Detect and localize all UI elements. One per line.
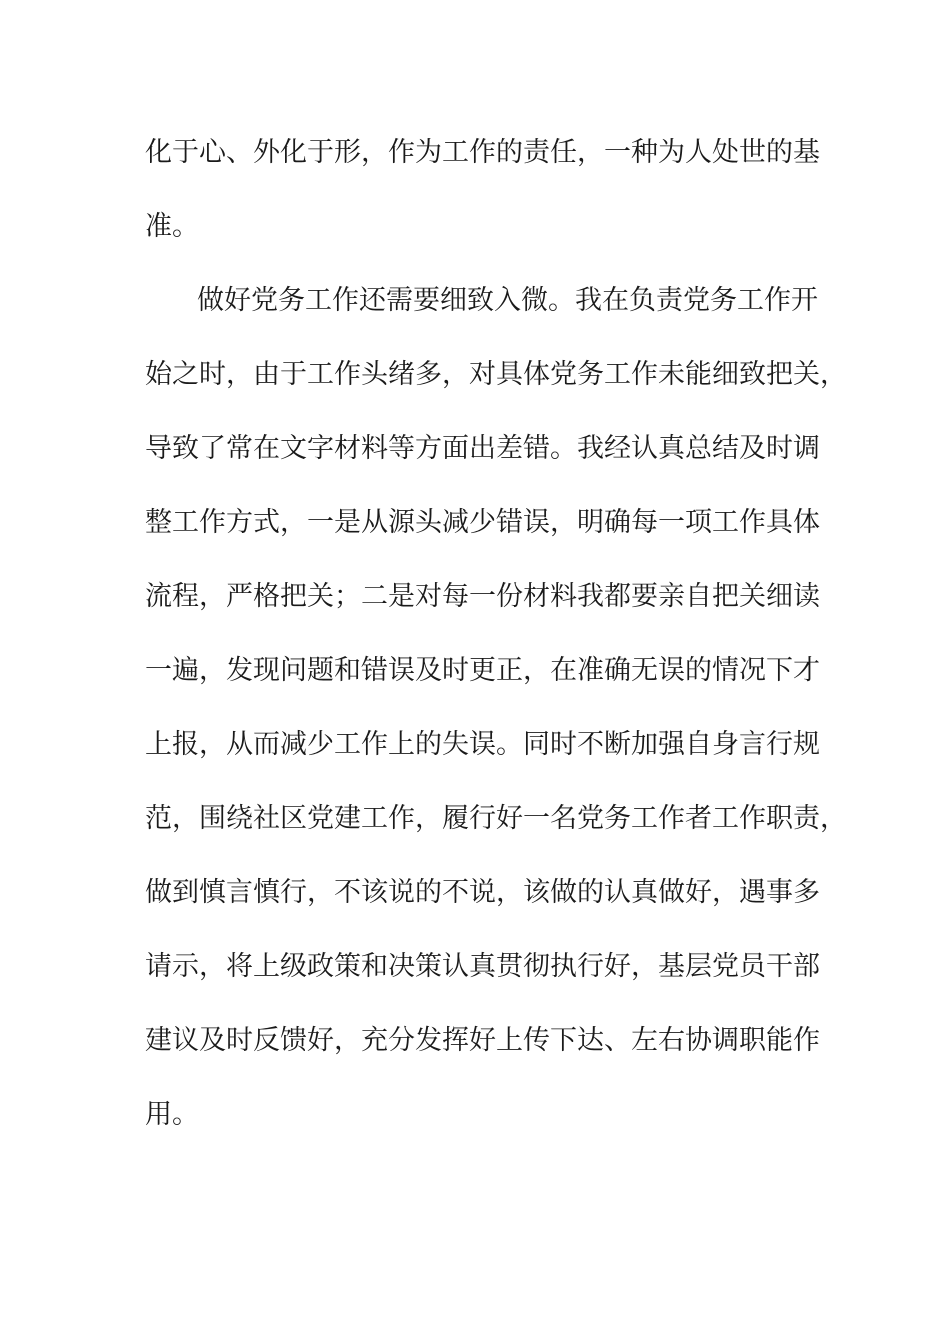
- text-line: 流程，严格把关；二是对每一份材料我都要亲自把关细读: [145, 581, 820, 612]
- document-body: [145, 116, 847, 1152]
- text-line: 请示，将上级政策和决策认真贯彻执行好，基层党员干部: [145, 951, 820, 982]
- text-line: 整工作方式，一是从源头减少错误，明确每一项工作具体: [145, 507, 820, 538]
- text-line: 建议及时反馈好，充分发挥好上传下达、左右协调职能作: [145, 1025, 820, 1056]
- text-line: 导致了常在文字材料等方面出差错。我经认真总结及时调: [145, 433, 820, 464]
- paragraph-continuation: [145, 116, 820, 264]
- text-line: 一遍，发现问题和错误及时更正，在准确无误的情况下才: [145, 655, 820, 686]
- text-line: 用。: [145, 1099, 199, 1130]
- text-line: 准。: [145, 211, 199, 242]
- text-line: 范，围绕社区党建工作，履行好一名党务工作者工作职责，: [145, 803, 847, 834]
- text-line: 做好党务工作还需要细致入微。我在负责党务工作开: [197, 285, 818, 316]
- text-line: 上报，从而减少工作上的失误。同时不断加强自身言行规: [145, 729, 820, 760]
- text-line: 做到慎言慎行，不该说的不说，该做的认真做好，遇事多: [145, 877, 820, 908]
- text-line: 化于心、外化于形，作为工作的责任，一种为人处世的基: [145, 137, 820, 168]
- text-line: 始之时，由于工作头绪多，对具体党务工作未能细致把关，: [145, 359, 847, 390]
- paragraph-main: [145, 264, 847, 1152]
